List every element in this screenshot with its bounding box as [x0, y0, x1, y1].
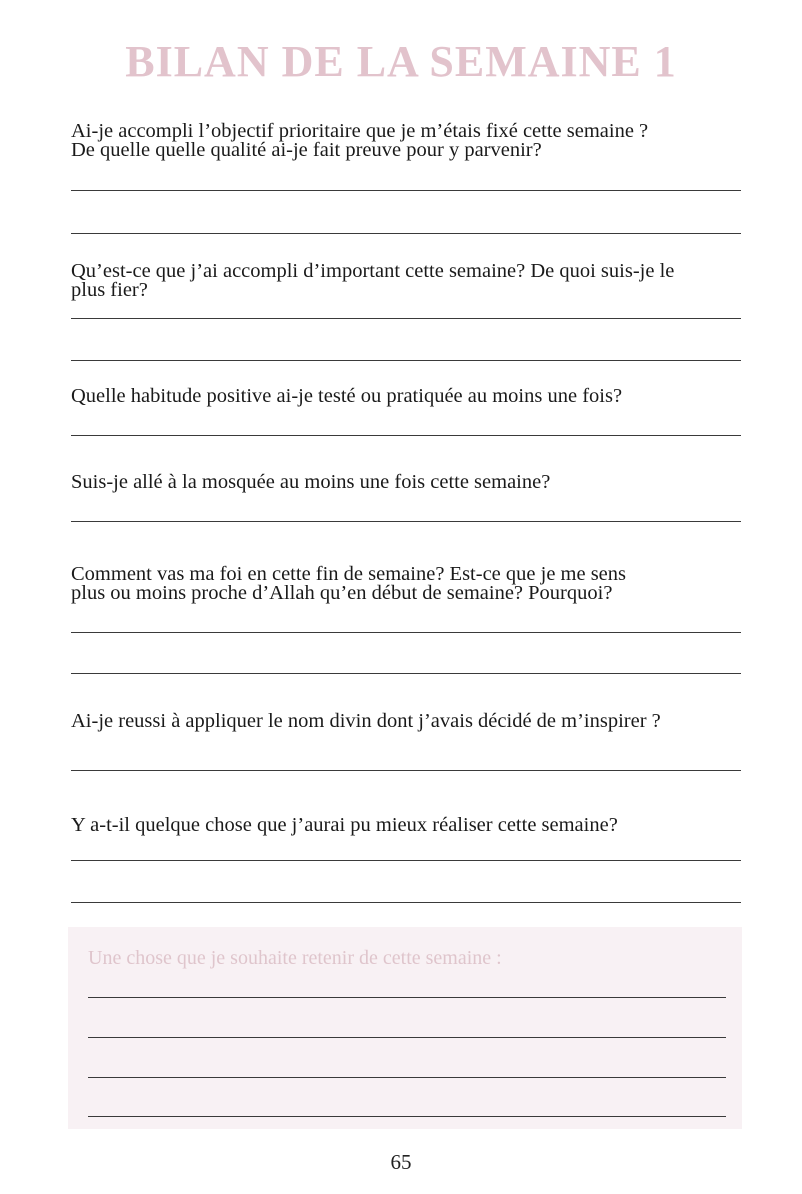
answer-line[interactable]	[71, 521, 741, 522]
answer-line[interactable]	[71, 632, 741, 633]
answer-line[interactable]	[71, 190, 741, 191]
answer-line[interactable]	[71, 673, 741, 674]
question-1: Ai-je accompli l’objectif prioritaire que je m’étais fixé cette semaine ? De quelle quelle qualité ai-je fait preuve pour y parvenir?	[71, 120, 649, 161]
question-7: Y a-t-il quelque chose que j’aurai pu mieux réaliser cette semaine?	[71, 814, 618, 836]
question-3: Quelle habitude positive ai-je testé ou pratiquée au moins une fois?	[71, 385, 623, 407]
question-2: Qu’est-ce que j’ai accompli d’important cette semaine? De quoi suis-je le plus fier?	[71, 260, 675, 301]
answer-line[interactable]	[71, 770, 741, 771]
page-title: BILAN DE LA SEMAINE 1	[125, 37, 677, 86]
takeaway-line[interactable]	[88, 1077, 726, 1078]
takeaway-box	[68, 927, 742, 1129]
question-4: Suis-je allé à la mosquée au moins une fois cette semaine?	[71, 471, 551, 493]
answer-line[interactable]	[71, 233, 741, 234]
answer-line[interactable]	[71, 318, 741, 319]
takeaway-label: Une chose que je souhaite retenir de cette semaine :	[88, 947, 502, 969]
question-5: Comment vas ma foi en cette fin de semaine? Est-ce que je me sens plus ou moins proche d’Allah qu’en début de semaine? Pourquoi?	[71, 563, 627, 604]
page-number: 65	[390, 1150, 412, 1174]
takeaway-line[interactable]	[88, 997, 726, 998]
answer-line[interactable]	[71, 435, 741, 436]
answer-line[interactable]	[71, 902, 741, 903]
answer-line[interactable]	[71, 360, 741, 361]
question-6: Ai-je reussi à appliquer le nom divin dont j’avais décidé de m’inspirer ?	[71, 710, 661, 732]
takeaway-line[interactable]	[88, 1116, 726, 1117]
takeaway-line[interactable]	[88, 1037, 726, 1038]
answer-line[interactable]	[71, 860, 741, 861]
